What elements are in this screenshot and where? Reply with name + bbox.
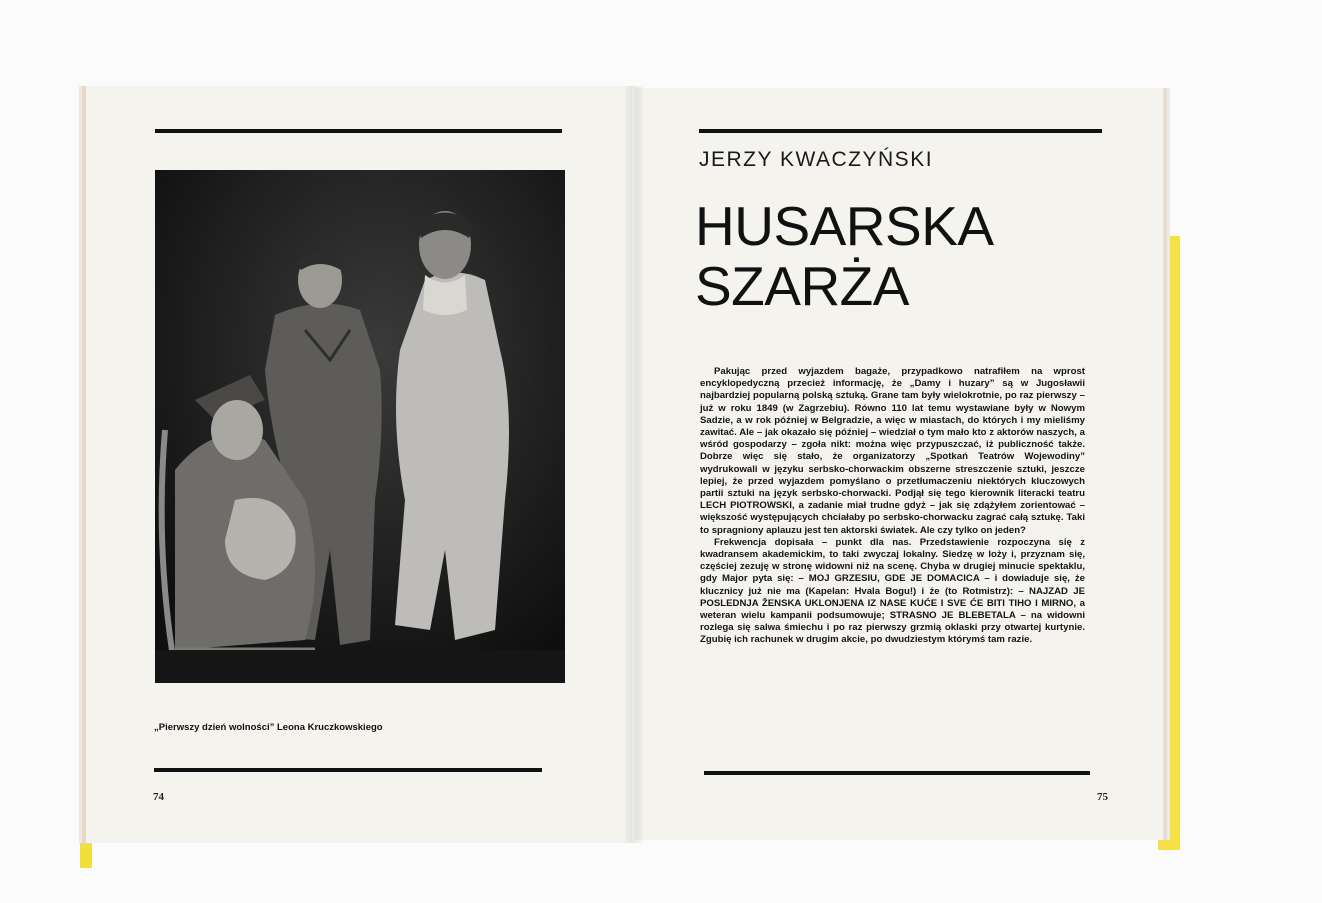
photo-caption: „Pierwszy dzień wolności” Leona Kruczkowskiego <box>154 722 383 733</box>
paragraph-2: Frekwencja dopisała – punkt dla nas. Przedstawienie rozpoczyna się z kwadransem akademickim, to taki zwyczaj lokalny. Siedzę w loży i, przyznam się, częściej zezuję w stronę widowni niż na scenę. Chyba w drugiej minucie spektaklu, gdy Major pyta się: – MOJ GRZESIU, GDE JE DOMACICA – i dowiaduje się, że klucznicy już nie ma (Kapelan: Hvala Bogu!) i że (to Rotmistrz): – NAJZAD JE POSLEDNJA ŽENSKA UKLONJENA IZ NASE KUĆE I SVE ĆE BITI TIHO I MIRNO, a weteran wielu kampanii podsumowuje; STRASNO JE BLEBETALA – na widowni rozlega się salwa śmiechu i po raz pierwszy grzmią oklaski przy otwartej kurtynie. Zgubię ich rachunek w drugim akcie, po dwudziestym którymś tam razie. <box>700 536 1085 646</box>
top-rule-left <box>155 129 562 133</box>
top-rule-right <box>699 129 1102 133</box>
article-body <box>700 366 1085 647</box>
paragraph-1: Pakując przed wyjazdem bagaże, przypadkowo natrafiłem na wprost encyklopedyczną przecież informację, że „Damy i huzary” są w Jugosławii najbardziej popularną polską sztuką. Grane tam były wielokrotnie, po raz pierwszy – już w roku 1849 (w Zagrzebiu). Równo 110 lat temu wystawiane były w Nowym Sadzie, a w rok później w Belgradzie, a więc w miastach, do których i my mieliśmy zawitać. Ale – jak okazało się później – wiedział o tym mało kto z aktorów naszych, a wśród gospodarzy – zgoła nikt: można więc przypuszczać, iż publiczność także. Dobrze więc się stało, że organizatorzy „Spotkań Teatrów Wojewodiny” wydrukowali w języku serbsko-chorwackim obszerne streszczenie sztuki, jeszcze lepiej, że przed wyjazdem pomyślano o przetłumaczeniu niektórych kluczowych partii sztuki na język serbsko-chorwacki. Podjął się tego kierownik literacki teatru LECH PIOTROWSKI, a zadanie miał trudne gdyż – jak się zdążyłem zorientować – większość występujących chciałaby po serbsko-chorwacku zagrać całą sztukę. Taki to spragniony aplauzu jest ten aktorski światek. Ale czy tylko on jeden? <box>700 366 1085 536</box>
article-title <box>695 196 994 316</box>
bottom-rule-right <box>704 771 1090 775</box>
title-line-1: HUSARSKA <box>695 195 994 257</box>
book-gutter <box>625 86 643 843</box>
article-author: JERZY KWACZYŃSKI <box>699 148 934 171</box>
title-line-2: SZARŻA <box>695 255 909 317</box>
bottom-rule-left <box>154 768 542 772</box>
page-number-left: 74 <box>153 791 164 803</box>
stage-photo <box>155 170 565 683</box>
page-number-right: 75 <box>1097 791 1108 803</box>
